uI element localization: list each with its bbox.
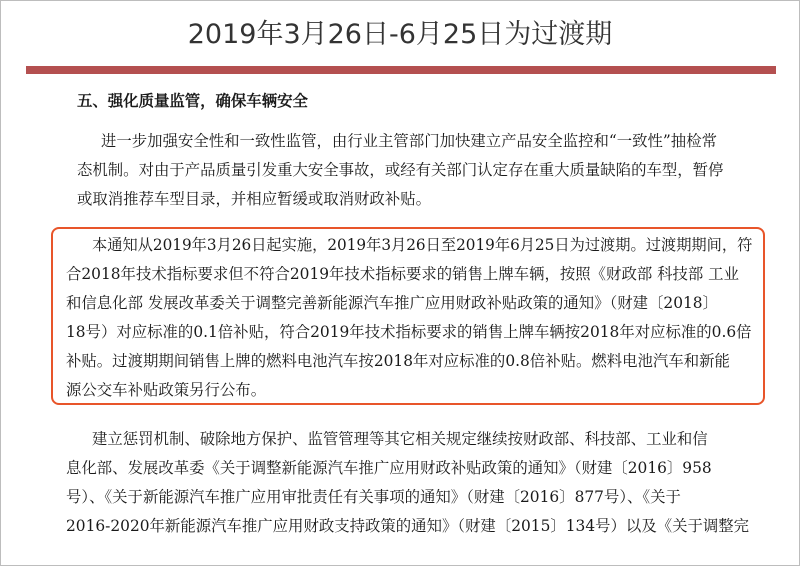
paragraph2-line: 18号）对应标准的0.1倍补贴，符合2019年技术指标要求的销售上牌车辆按2018年对应标准的0.6倍 xyxy=(66,323,752,341)
paragraph1-line: 进一步加强安全性和一致性监管，由行业主管部门加快建立产品安全监控和“一致性”抽检常 xyxy=(101,132,717,150)
paragraph2-line: 源公交车补贴政策另行公布。 xyxy=(66,381,267,399)
paragraph3-line: 建立惩罚机制、破除地方保护、监管管理等其它相关规定继续按财政部、科技部、工业和信 xyxy=(92,430,708,448)
paragraph3-line: 息化部、发展改革委《关于调整新能源汽车推广应用财政补贴政策的通知》（财建〔2016〕958 xyxy=(66,459,712,477)
paragraph1-line: 或取消推荐车型目录，并相应暂缓或取消财政补贴。 xyxy=(77,190,431,208)
paragraph2-line: 本通知从2019年3月26日起实施，2019年3月26日至2019年6月25日为过渡期。过渡期期间，符 xyxy=(92,236,753,254)
paragraph1-line: 态机制。对由于产品质量引发重大安全事故，或经有关部门认定存在重大质量缺陷的车型，暂停 xyxy=(77,161,724,179)
paragraph2-line: 合2018年技术指标要求但不符合2019年技术指标要求的销售上牌车辆，按照《财政部 科技部 工业 xyxy=(66,265,739,283)
section-heading: 五、强化质量监管，确保车辆安全 xyxy=(77,92,308,110)
page-title: 2019年3月26日-6月25日为过渡期 xyxy=(187,19,613,50)
paragraph2-line: 和信息化部 发展改革委关于调整完善新能源汽车推广应用财政补贴政策的通知》（财建〔2018〕 xyxy=(66,294,718,312)
paragraph3-line: 号）、《关于新能源汽车推广应用审批责任有关事项的通知》（财建〔2016〕877号）、《关于 xyxy=(66,488,681,506)
paragraph3-line: 2016-2020年新能源汽车推广应用财政支持政策的通知》（财建〔2015〕134号）以及《关于调整完 xyxy=(66,517,750,535)
title-divider xyxy=(26,66,776,74)
paragraph2-line: 补贴。过渡期期间销售上牌的燃料电池汽车按2018年对应标准的0.8倍补贴。燃料电池汽车和新能 xyxy=(66,352,730,370)
